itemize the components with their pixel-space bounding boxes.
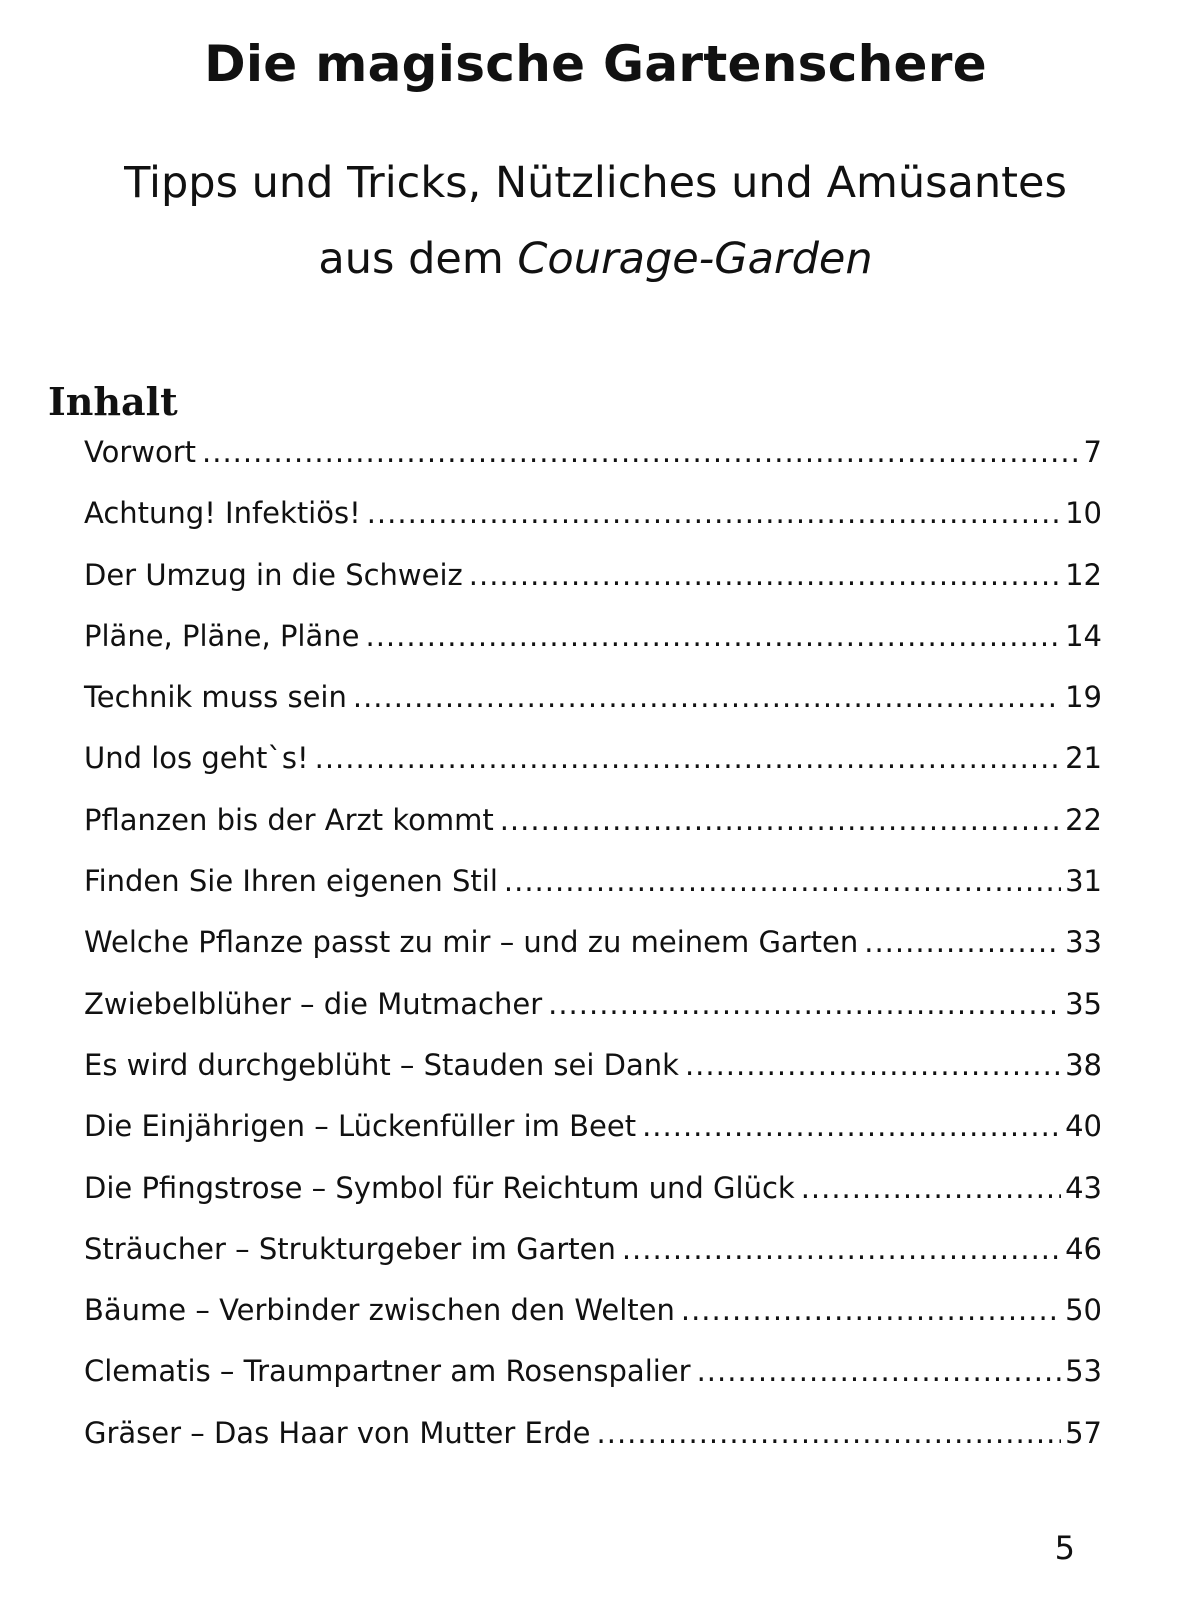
toc-dot-leader xyxy=(864,922,1061,962)
toc-entry-page: 50 xyxy=(1065,1293,1102,1328)
toc-dot-leader xyxy=(697,1351,1062,1391)
toc-entry-label: Finden Sie Ihren eigenen Stil xyxy=(84,864,498,899)
toc-entry-achtung-infektioes[interactable] xyxy=(84,493,1102,554)
toc-entry-pflanzen-arzt[interactable] xyxy=(84,800,1102,861)
toc-entry-baeume[interactable] xyxy=(84,1290,1102,1351)
toc-dot-leader xyxy=(597,1413,1062,1453)
toc-entry-label: Welche Pflanze passt zu mir – und zu meinem Garten xyxy=(84,925,859,960)
toc-dot-leader xyxy=(353,677,1061,717)
toc-entry-einjaehrige[interactable] xyxy=(84,1106,1102,1167)
toc-entry-page: 7 xyxy=(1083,435,1102,469)
toc-entry-page: 53 xyxy=(1065,1354,1102,1389)
toc-entry-label: Die Pfingstrose – Symbol für Reichtum und Glück xyxy=(84,1170,795,1205)
toc-dot-leader xyxy=(366,616,1062,656)
toc-entry-label: Technik muss sein xyxy=(84,680,347,715)
toc-entry-label: Clematis – Traumpartner am Rosenspalier xyxy=(84,1354,691,1389)
toc-entry-label: Und los geht`s! xyxy=(84,741,309,776)
toc-entry-label: Pflanzen bis der Arzt kommt xyxy=(84,802,494,837)
toc-entry-page: 22 xyxy=(1065,802,1102,837)
toc-entry-page: 57 xyxy=(1065,1415,1102,1450)
toc-entry-page: 21 xyxy=(1065,741,1102,776)
toc-entry-page: 12 xyxy=(1065,557,1102,592)
toc-entry-welche-pflanze[interactable] xyxy=(84,922,1102,983)
subtitle-prefix: aus dem xyxy=(318,234,518,284)
toc-entry-label: Pläne, Pläne, Pläne xyxy=(84,618,360,653)
toc-heading: Inhalt xyxy=(48,379,178,424)
page-title: Die magische Gartenschere xyxy=(204,35,987,93)
subtitle-line-2 xyxy=(0,221,1191,297)
toc-dot-leader xyxy=(642,1106,1061,1146)
toc-entry-page: 35 xyxy=(1065,986,1102,1021)
toc-entry-page: 19 xyxy=(1065,680,1102,715)
toc-entry-page: 43 xyxy=(1065,1170,1102,1205)
toc-entry-label: Die Einjährigen – Lückenfüller im Beet xyxy=(84,1109,637,1144)
toc-entry-label: Sträucher – Strukturgeber im Garten xyxy=(84,1231,616,1266)
toc-entry-page: 40 xyxy=(1065,1109,1102,1144)
toc-entry-label: Gräser – Das Haar von Mutter Erde xyxy=(84,1415,591,1450)
toc-entry-page: 14 xyxy=(1065,618,1102,653)
toc-entry-page: 38 xyxy=(1065,1047,1102,1082)
toc-entry-technik[interactable] xyxy=(84,677,1102,738)
toc-entry-label: Es wird durchgeblüht – Stauden sei Dank xyxy=(84,1047,679,1082)
toc-dot-leader xyxy=(681,1290,1061,1330)
toc-entry-graeser[interactable] xyxy=(84,1413,1102,1474)
toc-dot-leader xyxy=(202,432,1080,472)
toc-entry-page: 46 xyxy=(1065,1231,1102,1266)
toc-entry-label: Achtung! Infektiös! xyxy=(84,496,361,531)
toc-entry-label: Zwiebelblüher – die Mutmacher xyxy=(84,986,543,1021)
subtitle xyxy=(0,145,1191,297)
toc-entry-vorwort[interactable] xyxy=(84,432,1102,493)
toc-entry-stauden[interactable] xyxy=(84,1045,1102,1106)
toc-dot-leader xyxy=(469,555,1061,595)
toc-entry-page: 31 xyxy=(1065,864,1102,899)
subtitle-garden-name: Courage-Garden xyxy=(517,234,873,284)
toc-dot-leader xyxy=(315,738,1061,778)
toc-dot-leader xyxy=(500,800,1061,840)
toc-entry-und-los-gehts[interactable] xyxy=(84,738,1102,799)
toc-entry-page: 10 xyxy=(1065,496,1102,531)
toc-entry-pfingstrose[interactable] xyxy=(84,1168,1102,1229)
subtitle-line-1: Tipps und Tricks, Nützliches und Amüsantes xyxy=(124,158,1067,208)
table-of-contents xyxy=(84,432,1102,1474)
toc-dot-leader xyxy=(548,984,1061,1024)
toc-dot-leader xyxy=(622,1229,1061,1269)
toc-entry-label: Vorwort xyxy=(84,435,197,469)
toc-dot-leader xyxy=(685,1045,1061,1085)
toc-entry-label: Bäume – Verbinder zwischen den Welten xyxy=(84,1293,675,1328)
toc-entry-straeucher[interactable] xyxy=(84,1229,1102,1290)
toc-entry-zwiebelblueher[interactable] xyxy=(84,984,1102,1045)
toc-dot-leader xyxy=(367,493,1061,533)
toc-entry-umzug-schweiz[interactable] xyxy=(84,555,1102,616)
toc-entry-page: 33 xyxy=(1065,925,1102,960)
toc-entry-label: Der Umzug in die Schweiz xyxy=(84,557,463,592)
toc-entry-eigener-stil[interactable] xyxy=(84,861,1102,922)
toc-entry-plaene[interactable] xyxy=(84,616,1102,677)
toc-entry-clematis[interactable] xyxy=(84,1351,1102,1412)
toc-dot-leader xyxy=(504,861,1061,901)
page-number: 5 xyxy=(1054,1529,1075,1567)
toc-dot-leader xyxy=(801,1168,1061,1208)
